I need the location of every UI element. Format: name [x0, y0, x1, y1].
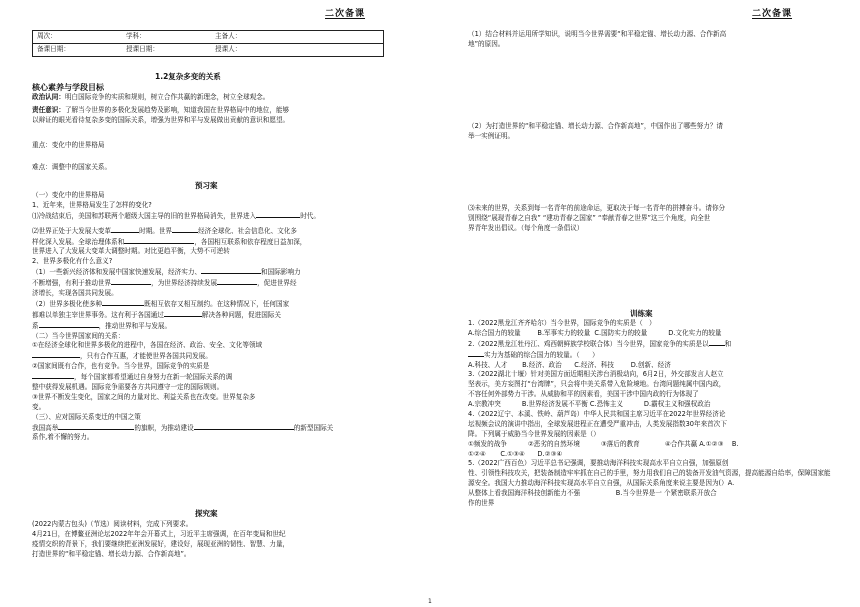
relations-line: 变。 [32, 402, 46, 411]
meaning-line: 不断增强，有利于推动世界 ，为世界经济持续发展 ，促进世界经 [32, 279, 297, 288]
lesson-title: 1.2复杂多变的关系 [155, 72, 221, 81]
info-prep-date: 备课日期： [37, 45, 70, 54]
preview-line: 2、世界多极化有什么意义? [32, 257, 113, 266]
fill-blank[interactable] [111, 226, 139, 233]
right-header-label: 二次备课 [752, 9, 793, 19]
goal-political: 政治认同：明白国际竞争的实质和规则，树立合作共赢的新理念，树立全球观念。 [32, 93, 270, 101]
practice-line: 坚表示，美方妄图打“台湾牌”，只会将中美关系带入危险境地。台湾问题纯属中国内政， [468, 380, 726, 389]
practice-line: 不容任何外部势力干涉。从威胁和平的因素看，美国干涉中国内政的行为体现了 [468, 390, 699, 399]
practice-line: A.宗教冲突 B.世界经济发展不平衡 C.恐怖主义 D.霸权主义和强权政治 [468, 400, 711, 409]
fill-blank[interactable] [194, 423, 294, 430]
question-line: （2）为打造世界的“和平稳定锚、增长动力源、合作新高地”，中国作出了哪些努力？请 [468, 122, 723, 130]
meaning-line: 济增长，实现各国共同发展。 [32, 289, 118, 298]
difficult-point: 难点：调整中的国家关系。 [32, 163, 112, 171]
practice-line: 3.（2022湖北十堰）针对美国方面近期相关涉台消极动向，6月2日，外交部发言人赵立 [468, 370, 724, 379]
practice-line: 4.（2022辽宁、本溪、铁岭、葫芦岛）中华人民共和国主席习近平在2022年世界经济论 [468, 410, 726, 419]
practice-line: A.科技、人才 B.经济、政治 C.经济、科技 D.创新、经济 [468, 360, 671, 369]
question-line: ⑶未来的世界，关系到每一名青年的前途命运，更取决于每一名青年的拼搏奋斗。请你分 [468, 204, 726, 212]
preview-body [32, 191, 422, 443]
info-row-1 [33, 31, 383, 43]
question-line: 别围绕“展现青春之自我” “建功青春之国家” “奉献青春之世界”这三个角度，向全世 [468, 213, 711, 222]
lesson-info-table [32, 30, 384, 57]
meaning-line: （1）一些新兴经济体和发展中国家快速发展，经济实力、 和国际影响力 [32, 268, 301, 277]
explore-line: (2022内蒙古包头)（节选）阅读材料，完成下列要求。 [32, 520, 193, 528]
preview-line: ⑴冷战结束后，美国和苏联两个超级大国主导的旧的世界格局消失，世界进入 时代。 [32, 211, 320, 220]
question-line: 地”的原因。 [468, 39, 505, 48]
practice-line: 从整体上看我国海洋科技创新能力不强 B.当今世界是一 个紧密联系开放合 [468, 489, 717, 498]
question-1 [468, 30, 838, 50]
practice-line: 作的世界 [468, 499, 495, 508]
fill-blank[interactable] [32, 351, 80, 358]
preview-line: （一）变化中的世界格局 [32, 191, 105, 199]
info-main-preparer: 主备人： [215, 32, 242, 41]
practice-line: 坛视频会议的演讲中指出，全球发展进程正在遭受严重冲击，人类发展指数30年来首次下 [468, 419, 727, 428]
left-header-label: 二次备课 [325, 9, 366, 19]
question-line: 界青年发出倡议。（每个角度一条倡议） [468, 223, 584, 232]
fill-blank[interactable] [164, 310, 202, 317]
relations-line: ，每个国家都希望通过自身努力在新一轮国际关系的调 [32, 372, 422, 383]
relations-line: 整中获得发展机遇。国际竞争需要各方共同遵守一定的国际规则。 [32, 383, 224, 392]
practice-line: 降。下列属于威胁当今世界发展的因素是（） [468, 429, 600, 438]
practice-title: 训练案 [630, 309, 653, 318]
explore-title: 探究案 [195, 509, 218, 518]
preview-line: 样化深入发展。全球治理体系和 ，各国相互联系和依存程度日益加深， [32, 237, 307, 246]
fill-blank[interactable] [124, 237, 194, 244]
fill-blank[interactable] [256, 211, 300, 218]
meaning-line: （2）世界多极化使多种 既相互依存又相互制约。在这种情况下，任何国家 [32, 299, 290, 308]
preview-line: ⑵世界正处于大发展大变革 时期。世界 经济全球化、社会信息化、文化多 [32, 226, 297, 235]
relations-line: （二）当今世界国家间的关系： [32, 331, 125, 340]
key-point: 重点：变化中的世界格局 [32, 141, 105, 149]
info-teach-date: 授课日期： [126, 45, 159, 54]
fill-blank[interactable] [709, 339, 725, 346]
preview-line: 世界进入了大发展大变革大调整时期。对比更趋平衡，大势不可逆转 [32, 247, 230, 256]
practice-line: 性、引领性科技攻关，把装备制造牢牢抓在自己的手里，努力用我们自己的装备开发油气资源，提高能源自给率，保障国家能 [468, 469, 831, 478]
fill-blank[interactable] [58, 423, 134, 430]
relations-line: 我国高举 的旗帜，为推动建设 的新型国际关 [32, 423, 334, 432]
practice-line: 源安全。我国大力推动海洋科技实现高水平自立自强，从国际关系角度来说主要是因为(）A. [468, 479, 735, 488]
practice-line: ①②④ C.①③④ D.②③④ [468, 449, 563, 458]
question-2 [468, 122, 838, 142]
relations-line: ②国家间既有合作，也有竞争。当今世界，国际竞争的实质是 [32, 362, 210, 371]
fill-blank[interactable] [217, 278, 257, 285]
preview-line: 1、近年来，世界格局发生了怎样的变化? [32, 200, 152, 209]
fill-blank[interactable] [201, 267, 261, 274]
info-teacher: 授课人： [215, 45, 242, 54]
fill-blank[interactable] [102, 299, 144, 306]
practice-line: 2.（2022黑龙江牡丹江、鸡西朝鲜族学校联合体）当今世界，国家竞争的实质是以 和 [468, 339, 732, 348]
page-number: 1 [428, 598, 432, 605]
info-week: 周次： [37, 32, 57, 41]
practice-line: 实力为基础的综合国力的较量。（ ） [468, 350, 843, 361]
practice-line: 1.（2022黑龙江齐齐哈尔）当今世界，国际竞争的实质是（ ） [468, 319, 656, 327]
question-line: 举一实例证明。 [468, 131, 515, 140]
relations-line: 系作,着不懈的努力。 [32, 433, 94, 442]
fill-blank[interactable] [468, 350, 484, 357]
goals-heading: 核心素养与学段目标 [32, 83, 104, 92]
explore-line: 打造世界的“和平稳定锚、增长动力源、合作新高地”。 [32, 549, 191, 558]
goal-responsibility: 责任意识：了解当今世界的多极化发展趋势及影响，知道我国在世界格局中的地位，能够 以辩证的眼光看待复杂多变的国际关系，增强为世界和平与发展做出贡献的意识和愿望。 [32, 106, 290, 124]
practice-line: 5.（2022广西百色）习近平总书记强调，要推动海洋科技实现高水平自立自强，加强原创 [468, 459, 729, 468]
info-row-2 [33, 43, 383, 56]
fill-blank[interactable] [32, 372, 74, 379]
relations-line: （三）、应对国际关系变迁的中国之策 [32, 412, 141, 421]
relations-line: ，只有合作互惠，才能使世界各国共同发展。 [32, 351, 422, 362]
meaning-line: 系 ，推动世界和平与发展。 [32, 321, 172, 330]
relations-line: ③世界不断发生变化，国家之间的力量对比、利益关系也在改变。世界复杂多 [32, 392, 256, 401]
practice-body [468, 319, 843, 509]
practice-line: ①频发的战争 ②恶劣的自然环境 ③落后的教育 ④合作共赢 A.①②③ B. [468, 439, 739, 448]
practice-line: A.综合国力的较量 B.军事实力的较量 C.国防实力的较量 D.文化实力的较量 [468, 328, 722, 337]
fill-blank[interactable] [111, 278, 151, 285]
fill-blank[interactable] [39, 321, 99, 328]
question-3 [468, 204, 838, 234]
info-subject: 学科： [126, 32, 146, 41]
explore-body [32, 520, 427, 560]
question-line: （1）结合材料并运用所学知识，说明当今世界需要“和平稳定锚、增长动力源、合作新高 [468, 30, 727, 38]
relations-line: ①在经济全球化和世界多极化的进程中，各国在经济、政治、安全、文化等领域 [32, 341, 263, 350]
fill-blank[interactable] [172, 226, 198, 233]
explore-line: 4月21日，在博鳌亚洲论坛2022年年会开幕式上，习近平主席强调，在百年变局和世纪 [32, 529, 286, 538]
explore-line: 疫情交织的背景下，我们要继续把亚洲发展好，建设好，展现亚洲的韧性、智慧、力量， [32, 539, 290, 548]
meaning-line: 都难以单独主宰世界事务。这有利于各国通过 解决各种问题，促进国际关 [32, 310, 281, 319]
preview-title: 预习案 [195, 181, 218, 190]
